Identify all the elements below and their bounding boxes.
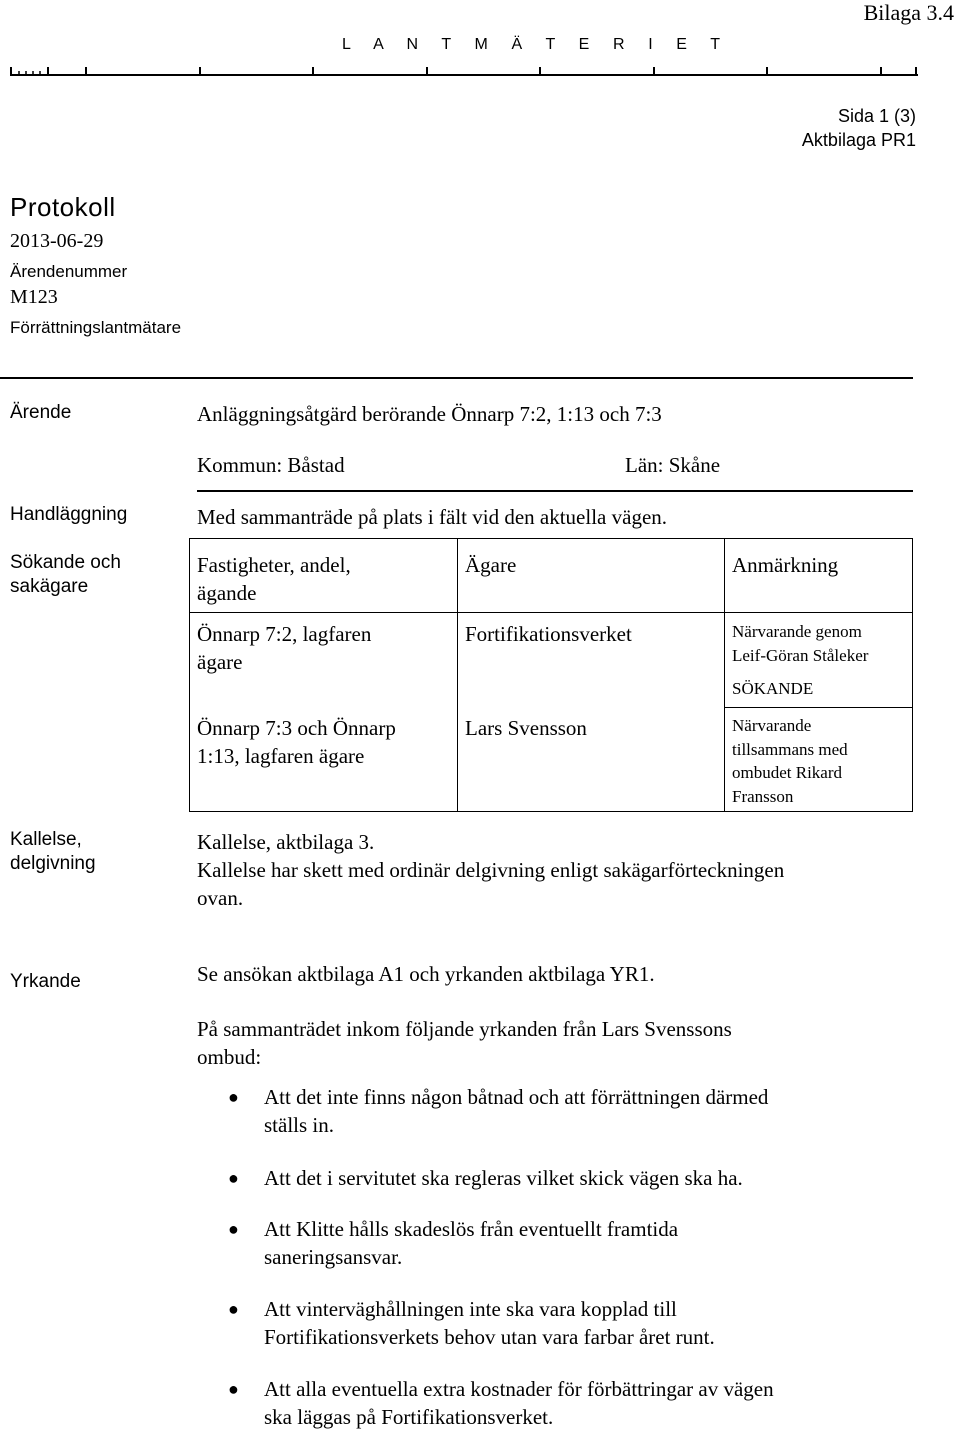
- summons-text: [197, 828, 784, 912]
- list-item: [228, 1164, 904, 1192]
- table-row-divider: [190, 612, 912, 613]
- bullet-icon: ●: [228, 1379, 239, 1399]
- bullet-icon: ●: [228, 1087, 239, 1107]
- table-header-property: [197, 551, 351, 607]
- claims-paragraph: [197, 1015, 732, 1071]
- section-label-arende: Ärende: [10, 402, 72, 423]
- divider: [197, 490, 913, 492]
- table-cell-owner: Lars Svensson: [465, 716, 587, 740]
- list-item-line: Att det inte finns någon båtnad och att förrättningen därmed: [264, 1085, 769, 1109]
- cell-line: Fransson: [732, 786, 794, 806]
- document-date: 2013-06-29: [10, 230, 104, 252]
- section-label-line: delgivning: [10, 853, 96, 874]
- cell-line: tillsammans med: [732, 739, 848, 759]
- section-label-handlaggning: Handläggning: [10, 504, 128, 525]
- bullet-icon: ●: [228, 1168, 239, 1188]
- cell-line: Närvarande genom: [732, 622, 862, 641]
- list-item-line: Att vinterväghållningen inte ska vara kopplad till: [264, 1297, 677, 1321]
- case-description: Anläggningsåtgärd berörande Önnarp 7:2, 1:13 och 7:3: [197, 402, 662, 426]
- bullet-icon: ●: [228, 1219, 239, 1239]
- list-item-line: ställs in.: [264, 1113, 335, 1137]
- table-cell-remark: [732, 620, 868, 701]
- table-cell-property: [197, 714, 396, 770]
- cell-line: Närvarande: [732, 716, 812, 735]
- section-label-kallelse: [10, 828, 96, 876]
- cell-line: SÖKANDE: [732, 679, 814, 698]
- municipality: Kommun: Båstad: [197, 453, 345, 477]
- section-label-sokande: [10, 551, 121, 599]
- list-item-line: Att Klitte hålls skadeslös från eventuellt framtida: [264, 1217, 679, 1241]
- text-line: Kallelse har skett med ordinär delgivning enligt sakägarförteckningen: [197, 858, 785, 882]
- section-label-line: Kallelse,: [10, 829, 82, 850]
- cell-line: Önnarp 7:3 och Önnarp: [197, 716, 396, 740]
- attachment-number: Bilaga 3.4: [863, 0, 954, 25]
- case-number-label: Ärendenummer: [10, 262, 128, 281]
- list-item-line: saneringsansvar.: [264, 1245, 403, 1269]
- divider: [0, 377, 913, 379]
- handling-description: Med sammanträde på plats i fält vid den aktuella vägen.: [197, 505, 668, 529]
- table-cell-owner: Fortifikationsverket: [465, 622, 632, 646]
- text-line: Kallelse, aktbilaga 3.: [197, 830, 375, 854]
- section-label-yrkande: Yrkande: [10, 971, 81, 992]
- bullet-icon: ●: [228, 1299, 239, 1319]
- list-item-line: Fortifikationsverkets behov utan vara farbar året runt.: [264, 1325, 715, 1349]
- table-column-divider: [457, 539, 458, 811]
- table-header-owner: Ägare: [465, 553, 517, 577]
- page-number: Sida 1 (3): [837, 106, 916, 126]
- text-line: ombud:: [197, 1045, 262, 1069]
- cell-line: 1:13, lagfaren ägare: [197, 744, 365, 768]
- list-item-line: Att det i servitutet ska regleras vilket skick vägen ska ha.: [264, 1166, 743, 1190]
- text-line: ovan.: [197, 886, 244, 910]
- agency-logo-text: L A N T M Ä T E R I E T: [342, 36, 730, 53]
- section-label-line: sakägare: [10, 576, 89, 597]
- table-header-remark: Anmärkning: [732, 553, 839, 577]
- surveyor-label: Förrättningslantmätare: [10, 318, 182, 337]
- table-cell-property: [197, 620, 371, 676]
- cell-line: Önnarp 7:2, lagfaren: [197, 622, 372, 646]
- document-reference: Aktbilaga PR1: [801, 130, 916, 150]
- header-line: ägande: [197, 581, 257, 605]
- cell-line: Leif-Göran Ståleker: [732, 645, 869, 665]
- party-table: [189, 538, 913, 812]
- table-row-divider: [724, 707, 912, 708]
- list-item: [228, 1295, 904, 1351]
- page-info: [802, 104, 916, 152]
- list-item-line: Att alla eventuella extra kostnader för förbättringar av vägen: [264, 1377, 774, 1401]
- cell-line: ägare: [197, 650, 243, 674]
- cell-line: ombudet Rikard: [732, 763, 843, 782]
- list-item: [228, 1083, 904, 1139]
- table-column-divider: [724, 539, 725, 811]
- section-label-line: Sökande och: [10, 552, 121, 573]
- document-type: Protokoll: [10, 192, 116, 222]
- list-item: [228, 1215, 904, 1271]
- county: Län: Skåne: [625, 453, 721, 477]
- case-number: M123: [10, 286, 58, 308]
- ruler-graphic: [10, 64, 918, 76]
- list-item: [228, 1375, 904, 1431]
- claims-intro: Se ansökan aktbilaga A1 och yrkanden aktbilaga YR1.: [197, 962, 655, 986]
- list-item-line: ska läggas på Fortifikationsverket.: [264, 1405, 554, 1429]
- header-line: Fastigheter, andel,: [197, 553, 351, 577]
- table-cell-remark: [732, 714, 848, 808]
- text-line: På sammanträdet inkom följande yrkanden från Lars Svenssons: [197, 1017, 732, 1041]
